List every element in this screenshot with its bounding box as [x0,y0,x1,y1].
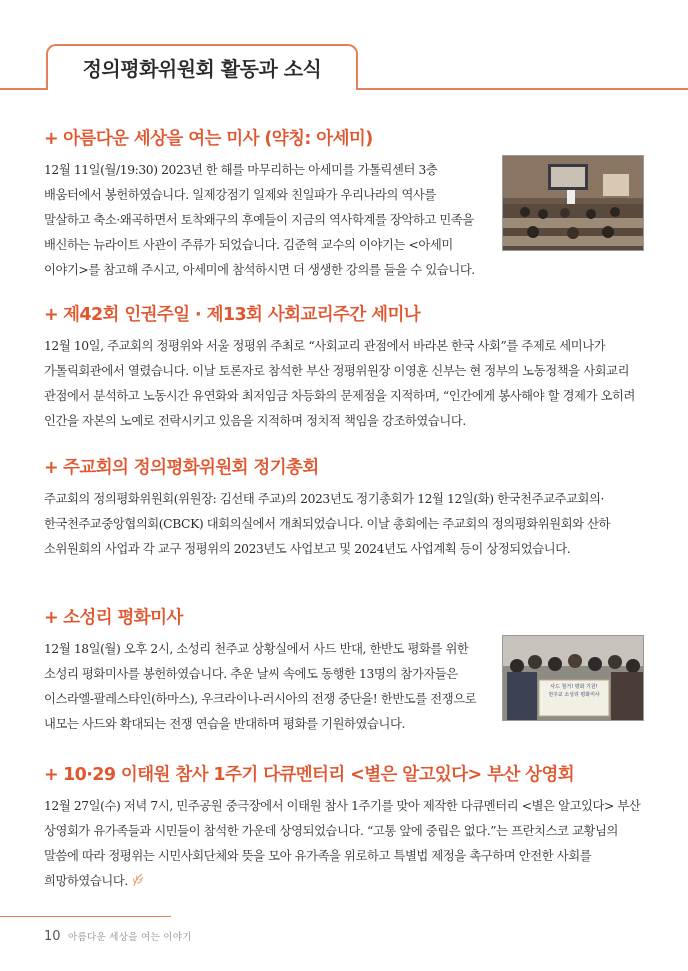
section-general-assembly [44,456,644,562]
section-itaewon-documentary [44,763,644,896]
section-body: 12월 10일, 주교회의 정평위와 서울 정평위 주최로 “사회교리 관점에서 바라본 한국 사회”를 주제로 세미나가 가톨릭회관에서 열렸습니다. 이날 토론자로 참석한 부산 정평위원장 이영훈 신부는 현 정부의 노동정책을 사회교리 관점에서 분석하고 노동시간 유연화와 최저임금 차등화의 문제점을 지적하며, “인간에게 봉사해야 할 경제가 오히려 인간을 자본의 노예로 전락시키고 있음을 지적하며 정치적 책임을 강조하였습니다. [44,339,636,428]
section-body: 12월 18일(월) 오후 2시, 소성리 천주교 상황실에서 사드 반대, 한반도 평화를 위한 소성리 평화미사를 봉헌하였습니다. 추운 날씨 속에도 동행한 13명의 참가자들은 이스라엘-팔레스타인(하마스), 우크라이나-러시아의 전쟁 중단을! 한반도를 전쟁으로 내모는 사드와 확대되는 전쟁 연습을 반대하며 평화를 기원하였습니다. [44,642,477,731]
section-aseme-mass [44,127,644,283]
plus-icon: + [44,458,59,478]
page-number: 10 [44,929,61,944]
banner-text [539,683,609,699]
section-title-text: 소성리 평화미사 [63,608,183,628]
group-photo [502,635,644,721]
page-footer [44,929,192,944]
section-title-text: 10·29 이태원 참사 1주기 다큐멘터리 <별은 알고있다> 부산 상영회 [63,765,575,785]
plus-icon: + [44,129,59,149]
section-body [44,794,644,896]
section-title-text: 제42회 인권주일 · 제13회 사회교리주간 세미나 [63,305,421,325]
section-title [44,127,644,151]
section-title [44,606,644,630]
section-title-text: 주교회의 정의평화위원회 정기총회 [63,458,319,478]
section-body: 주교회의 정의평화위원회(위원장: 김선태 주교)의 2023년도 정기총회가 12월 12일(화) 한국천주교주교회의·한국천주교중앙협의회(CBCK) 대회의실에서 개최되었습니다. 이날 총회에는 주교회의 정의평화위원회와 산하 소위원회의 사업과 각 교구 정평위의 2023년도 사업보고 및 2024년도 사업계획 등이 상정되었습니다. [44,492,611,556]
section-body: 12월 11일(월/19:30) 2023년 한 해를 마무리하는 아세미를 가톨릭센터 3층 배움터에서 봉헌하였습니다. 일제강점기 일제와 친일파가 우리나라의 역사를 말살하고 축소·왜곡하면서 토착왜구의 후예들이 지금의 역사학계를 장악하고 민족을 배신하는 뉴라이트 사관이 주류가 되었습니다. 김준혁 교수의 이야기는 <아세미 이야기>를 참고해 주시고, 아세미에 참석하시면 더 생생한 강의를 들을 수 있습니다. [44,163,475,277]
footer-tagline: 아름다운 세상을 여는 이야기 [68,932,192,943]
section-title [44,763,644,787]
banner-line-2: 천주교 소성리 평화미사 [548,692,600,698]
section-title [44,303,644,327]
lecture-photo [502,155,644,251]
banner-line-1: 사드 철거! 평화 기원! [550,684,598,690]
section-body-text: 12월 27일(수) 저녁 7시, 민주공원 중극장에서 이태원 참사 1주기를 맞아 제작한 다큐멘터리 <별은 알고있다> 부산 상영회가 유가족들과 시민들이 참석한 가운데 상영되었습니다. “고통 앞에 중립은 없다.”는 프란치스코 교황님의 말씀에 따라 정평위는 시민사회단체와 뜻을 모아 유가족을 위로하고 특별법 제정을 촉구하며 안전한 사회를 희망하였습니다. [44,799,641,888]
section-soseongri-mass [44,606,644,737]
section-human-rights-seminar [44,303,644,434]
page-title: 정의평화위원회 활동과 소식 [82,56,322,81]
plus-icon: + [44,305,59,325]
section-title [44,456,644,480]
footer-rule [0,916,171,917]
leaf-icon [132,871,144,896]
plus-icon: + [44,608,59,628]
plus-icon: + [44,765,59,785]
section-title-text: 아름다운 세상을 여는 미사 (약칭: 아세미) [63,129,373,149]
